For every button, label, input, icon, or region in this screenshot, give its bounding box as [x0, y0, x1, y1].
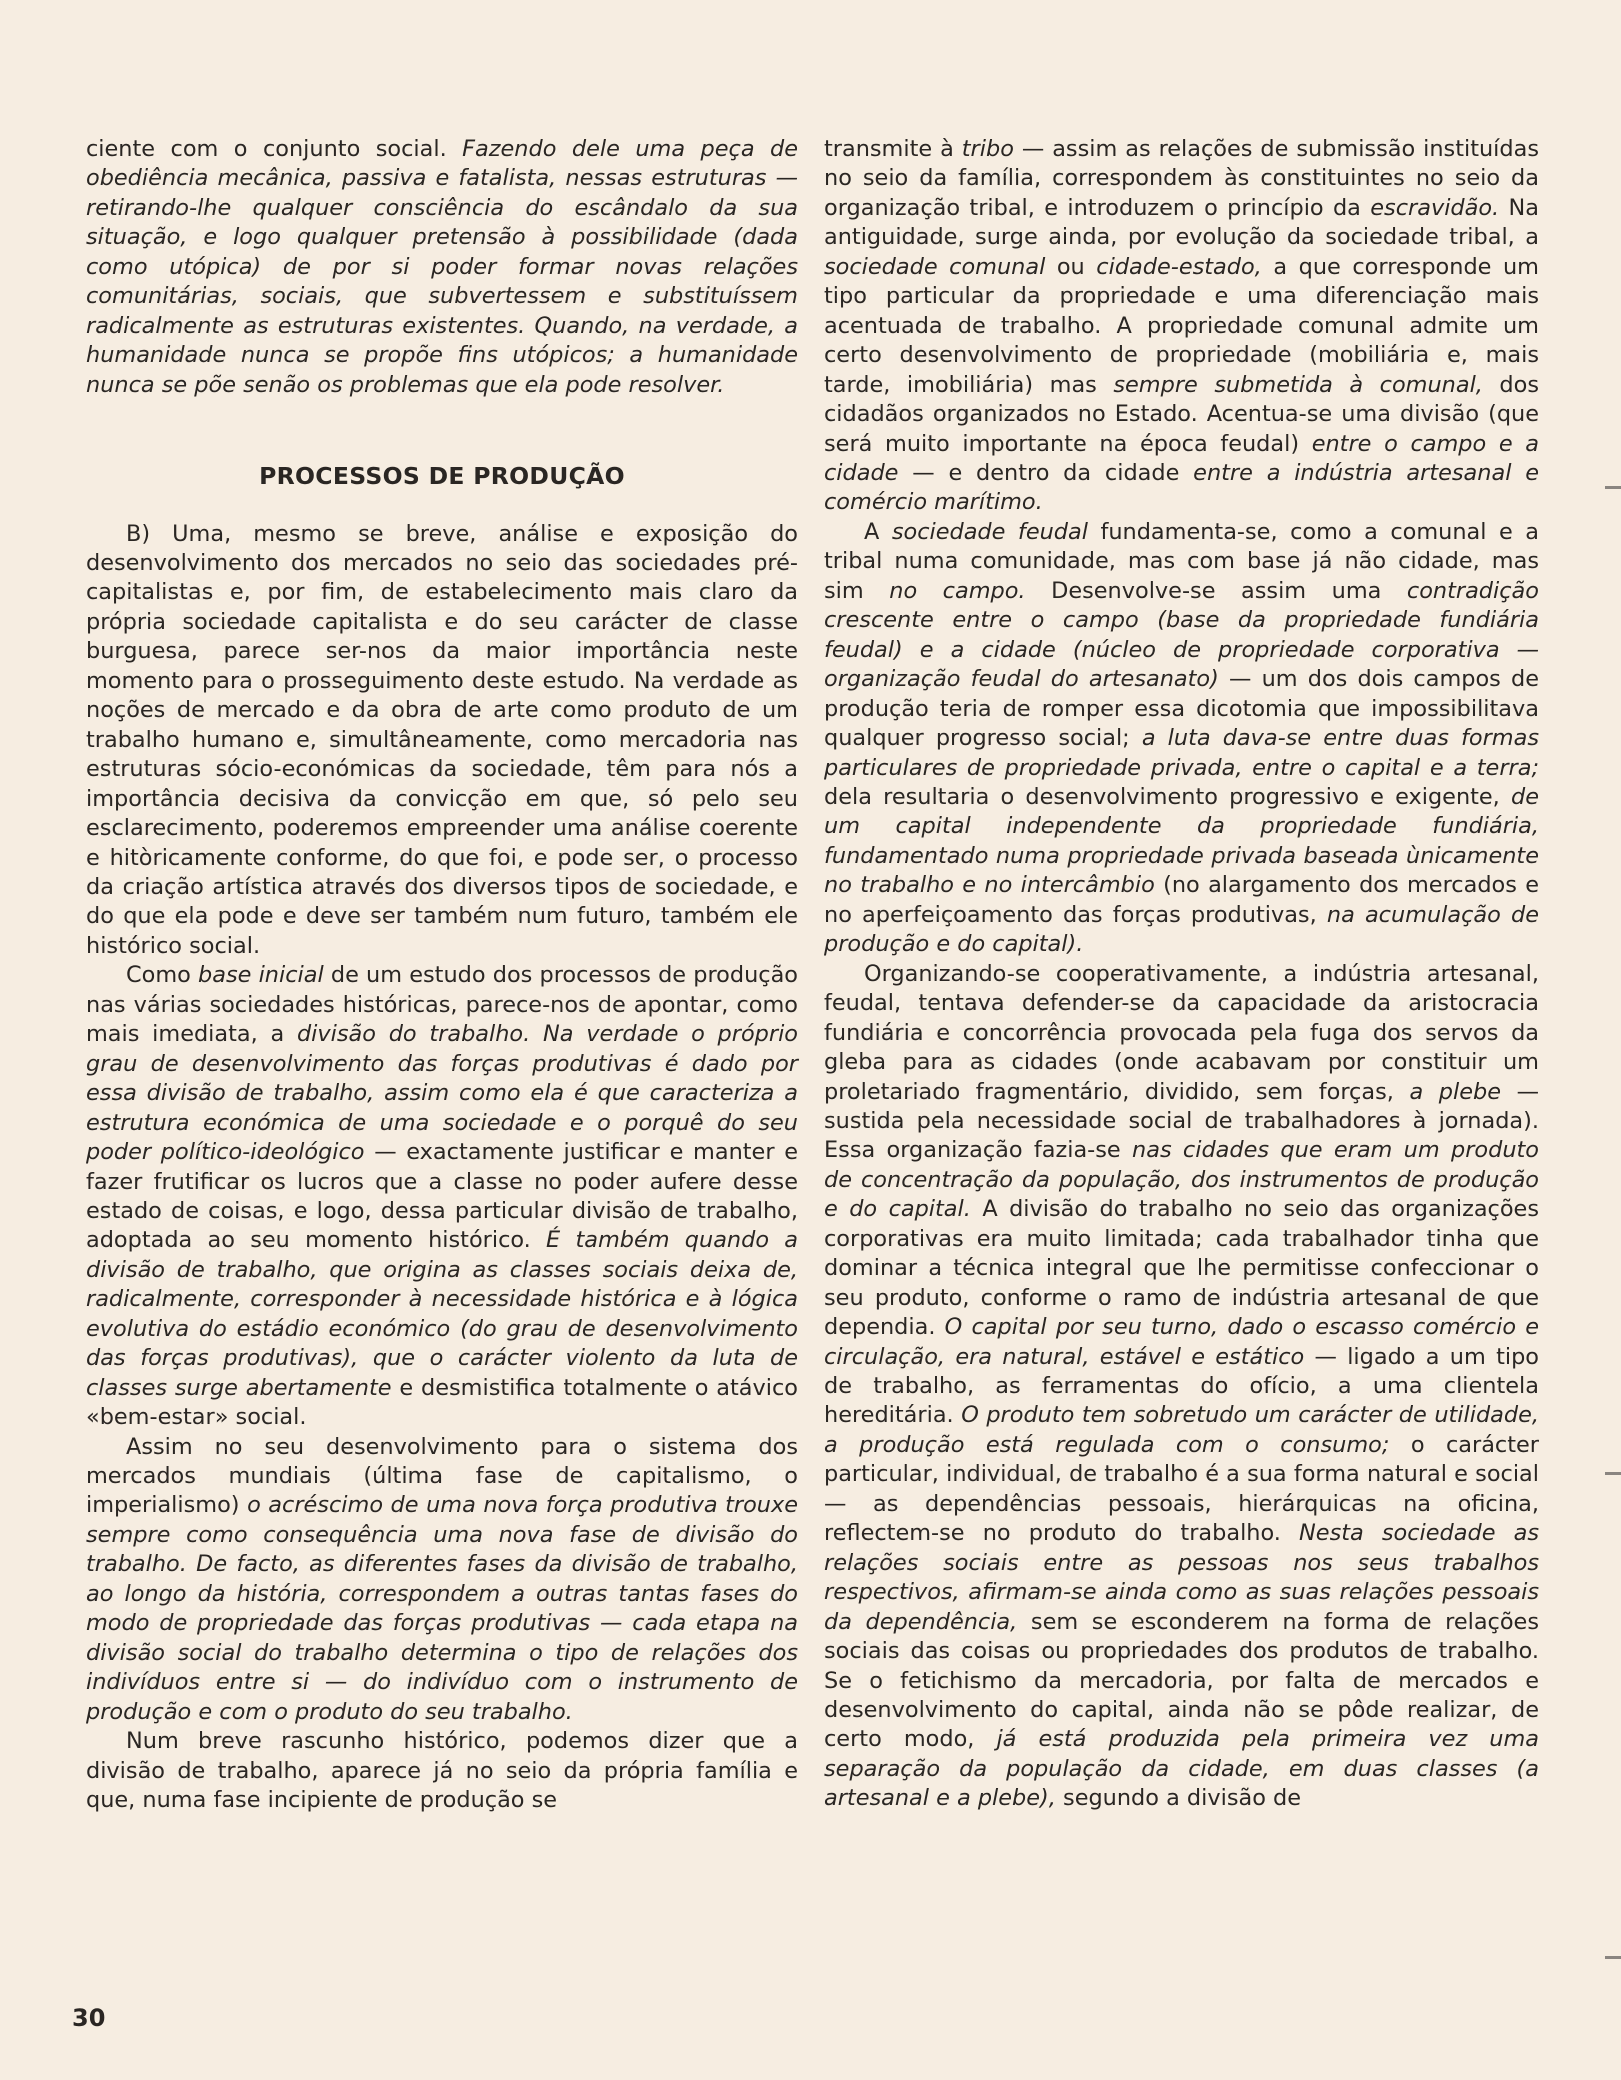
italic-run: a plebe — [1409, 1078, 1501, 1105]
text-run: Na antiguidade, surge ainda, por evolução da sociedade tribal, a — [824, 194, 1539, 251]
paragraph-left-5 — [86, 1727, 798, 1815]
text-run: o carácter particular, individual, de trabalho é a sua forma natural e social — as dependências pessoais, hierárquicas na oficina, reflectem-se no produto do trabalho. — [824, 1431, 1539, 1547]
text-run: Como — [126, 962, 199, 989]
italic-run: tribo — [961, 136, 1014, 162]
paragraph-left-4 — [86, 1433, 798, 1728]
text-run: sem se esconderem na forma de relações sociais das coisas ou propriedades dos produtos de trabalho. Se o fetichismo da mercadoria, por falta de mercados e desenvolvimento do capital, ainda não se pôde realizar, de certo modo, — [824, 1608, 1539, 1753]
text-run: e desmistifica totalmente o atávico «bem-estar» social. — [86, 1374, 798, 1431]
page-number: 30 — [72, 2004, 106, 2032]
text-run: — assim as relações de submissão instituídas no seio da família, correspondem às constituintes no seio da organização tribal, e introduzem o princípio da — [824, 136, 1539, 221]
text-run: A — [864, 518, 892, 545]
edge-mark — [1605, 1472, 1621, 1475]
paragraph-right-1 — [824, 135, 1539, 518]
left-column — [86, 135, 798, 1815]
edge-mark — [1605, 1956, 1621, 1959]
paragraph-left-3 — [86, 961, 798, 1432]
italic-run: de um capital independente da propriedade fundiária, fundamentado numa propriedade privada baseada ùnicamente no trabalho e no intercâmbio — [824, 783, 1539, 899]
italic-run: O produto tem sobretudo um carácter de utilidade, a produção está regulada com o consumo; — [824, 1402, 1539, 1458]
text-run: dela resultaria o desenvolvimento progressivo e exigente, — [824, 783, 1511, 810]
text-run: ou — [1045, 253, 1097, 280]
italic-run: contradição crescente entre o campo (base da propriedade fundiária feudal) e a cidade (núcleo de propriedade corporativa — organização feudal do artesanato) — [824, 577, 1539, 693]
italic-run: a luta dava-se entre duas formas particulares de propriedade privada, entre o capital e a terra; — [824, 725, 1539, 781]
text-run: B) Uma, mesmo se breve, análise e exposição do desenvolvimento dos mercados no seio das sociedades pré-capitalistas e, por fim, de estabelecimento mais claro da própria sociedade capitalista e do seu carácter de classe burguesa, parece ser-nos da maior importância neste momento para o prosseguimento deste estudo. Na verdade as noções de mercado e da obra de arte como produto de um trabalho humano e, simultâneamente, como mercadoria nas estruturas sócio-económicas da sociedade, têm para nós a importância decisiva da convicção em que, só pelo seu esclarecimento, poderemos empreender uma análise coerente e hitòricamente conforme, do que foi, e pode ser, o processo da criação artística através dos diversos tipos de sociedade, e do que ela pode e deve ser também num futuro, também ele histórico social. — [86, 520, 798, 959]
text-run: ciente com o conjunto social. — [86, 136, 463, 162]
text-run: segundo a divisão de — [1055, 1785, 1302, 1812]
italic-run: Fazendo dele uma peça de obediência mecânica, passiva e fatalista, nessas estruturas — retirando-lhe qualquer consciência do escândalo da sua situação, e logo qualquer pretensão à possibilidade (dada como utópica) de por si poder formar novas relações comunitárias, sociais, que subvertessem e substituíssem radicalmente as estruturas existentes. Quando, na verdade, a humanidade nunca se propõe fins utópicos; a humanidade nunca se põe senão os problemas que ela pode resolver. — [86, 136, 798, 398]
italic-run: cidade-estado, — [1096, 253, 1262, 280]
italic-run: o acréscimo de uma nova força produtiva trouxe sempre como consequência uma nova fase de divisão do trabalho. De facto, as diferentes fases da divisão de trabalho, ao longo da história, correspondem a outras tantas fases do modo de propriedade das forças produtivas — cada etapa na divisão social do trabalho determina o tipo de relações dos indivíduos entre si — do indivíduo com o instrumento de produção e com o produto do seu trabalho. — [86, 1492, 798, 1725]
text-run: a que corresponde um tipo particular da propriedade e uma diferenciação mais acentuada de trabalho. A propriedade comunal admite um certo desenvolvimento de propriedade (mobiliária e, mais tarde, imobiliária) mas — [824, 253, 1539, 398]
text-run: — sustida pela necessidade social de trabalhadores à jornada). Essa organização fazia-se — [824, 1078, 1539, 1164]
text-run: Desenvolve-se assim uma — [1025, 577, 1407, 604]
italic-run: entre a indústria artesanal e comércio marítimo. — [824, 459, 1539, 516]
italic-run: sociedade feudal — [891, 518, 1088, 545]
italic-run: sempre submetida à comunal, — [1113, 371, 1483, 398]
text-run: transmite à — [824, 136, 962, 162]
right-column — [824, 135, 1539, 1814]
italic-run: no campo. — [889, 577, 1026, 604]
text-run: Assim no seu desenvolvimento para o sistema dos mercados mundiais (última fase de capitalismo, o imperialismo) — [86, 1433, 798, 1519]
text-run: dos cidadãos organizados no Estado. Acentua-se uma divisão (que será muito importante na época feudal) — [824, 371, 1539, 457]
paragraph-left-2 — [86, 520, 798, 962]
text-run: de um estudo dos processos de produção nas várias sociedades históricas, parece-nos de apontar, como mais imediata, a — [86, 962, 798, 1048]
italic-run: nas cidades que eram um produto de concentração da população, dos instrumentos de produção e do capital. — [824, 1137, 1539, 1223]
paragraph-left-1 — [86, 135, 798, 400]
text-run: A divisão do trabalho no seio das organizações corporativas era muito limitada; cada trabalhador tinha que dominar a técnica integral que lhe permitisse confeccionar o seu produto, conforme o ramo de indústria artesanal de que dependia. — [824, 1196, 1539, 1341]
italic-run: escravidão. — [1370, 194, 1500, 221]
section-heading: PROCESSOS DE PRODUÇÃO — [259, 462, 625, 491]
text-run: — ligado a um tipo de trabalho, as ferramentas do ofício, a uma clientela hereditária. — [824, 1343, 1539, 1429]
text-run: — e dentro da cidade — [898, 459, 1194, 486]
text-run: (no alargamento dos mercados e no aperfeiçoamento das forças produtivas, — [824, 872, 1540, 928]
italic-run: base inicial — [198, 962, 324, 989]
italic-run: O capital por seu turno, dado o escasso comércio e circulação, era natural, estável e estático — [824, 1314, 1539, 1370]
italic-run: já está produzida pela primeira vez uma separação da população da cidade, em duas classes (a artesanal e a plebe), — [824, 1726, 1539, 1812]
text-run: — um dos dois campos de produção teria de romper essa dicotomia que impossibilitava qualquer progresso social; — [824, 666, 1539, 752]
paragraph-right-3 — [824, 960, 1539, 1814]
text-run: — exactamente justificar e manter e fazer frutificar os lucros que a classe no poder aufere desse estado de coisas, e logo, dessa particular divisão de trabalho, adoptada ao seu momento histórico. — [86, 1139, 798, 1254]
italic-run: divisão do trabalho. Na verdade o próprio grau de desenvolvimento das forças produtivas é dado por essa divisão de trabalho, assim como ela é que caracteriza a estrutura económica de uma sociedade e o porquê do seu poder político-ideológico — [86, 1021, 798, 1166]
text-run: Num breve rascunho histórico, podemos dizer que a divisão de trabalho, aparece já no seio da própria família e que, numa fase incipiente de produção se — [86, 1728, 798, 1814]
italic-run: sociedade comunal — [824, 253, 1046, 280]
italic-run: É também quando a divisão de trabalho, que origina as classes sociais deixa de, radicalmente, corresponder à necessidade histórica e à lógica evolutiva do estádio económico (do grau de desenvolvimento das forças produtivas), que o carácter violento da luta de classes surge abertamente — [86, 1227, 798, 1401]
text-run: fundamenta-se, como a comunal e a tribal numa comunidade, mas com base já não cidade, mas sim — [824, 518, 1539, 604]
paragraph-right-2 — [824, 518, 1539, 960]
text-run: Organizando-se cooperativamente, a indústria artesanal, feudal, tentava defender-se da capacidade da aristocracia fundiária e concorrência provocada pela fuga dos servos da gleba para as cidades (onde acabavam por constituir um proletariado fragmentário, dividido, sem forças, — [824, 960, 1539, 1105]
italic-run: na acumulação de produção e do capital). — [824, 901, 1539, 958]
italic-run: Nesta sociedade as relações sociais entre as pessoas nos seus trabalhos respectivos, afirmam-se ainda como as suas relações pessoais da dependência, — [824, 1520, 1539, 1635]
edge-mark — [1605, 486, 1621, 489]
italic-run: entre o campo e a cidade — [824, 430, 1539, 486]
